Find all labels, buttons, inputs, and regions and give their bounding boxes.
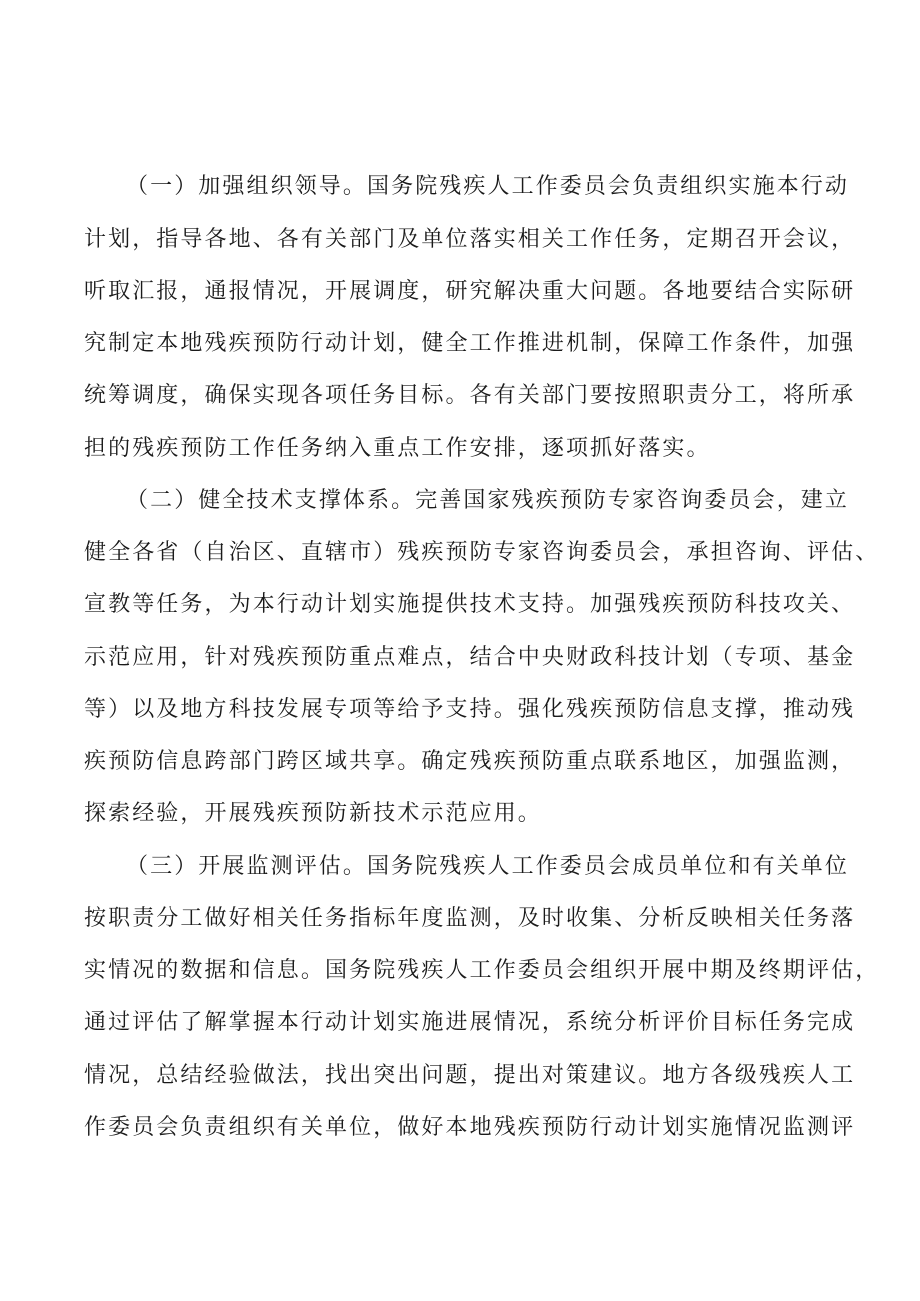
paragraph-line: 宣教等任务，为本行动计划实施提供技术支持。加强残疾预防科技攻关、	[84, 592, 856, 617]
paragraph-line: 究制定本地残疾预防行动计划，健全工作推进机制，保障工作条件，加强	[84, 331, 856, 356]
paragraph-line: 健全各省（自治区、直辖市）残疾预防专家咨询委员会，承担咨询、评估、	[84, 540, 880, 565]
paragraph-line: 听取汇报，通报情况，开展调度，研究解决重大问题。各地要结合实际研	[84, 279, 856, 304]
paragraph-line: 计划，指导各地、各有关部门及单位落实相关工作任务，定期召开会议，	[84, 227, 856, 252]
paragraph-line: 统筹调度，确保实现各项任务目标。各有关部门要按照职责分工，将所承	[84, 383, 856, 408]
paragraph-line: 等）以及地方科技发展专项等给予支持。强化残疾预防信息支撑，推动残	[84, 697, 856, 722]
paragraph-line: （一）加强组织领导。国务院残疾人工作委员会负责组织实施本行动	[126, 174, 850, 199]
paragraph-line: 实情况的数据和信息。国务院残疾人工作委员会组织开展中期及终期评估，	[84, 958, 880, 983]
paragraph-line: 疾预防信息跨部门跨区域共享。确定残疾预防重点联系地区，加强监测，	[84, 749, 856, 774]
paragraph-line: 情况，总结经验做法，找出突出问题，提出对策建议。地方各级残疾人工	[84, 1063, 856, 1088]
paragraph-line: 探索经验，开展残疾预防新技术示范应用。	[84, 801, 542, 826]
paragraph-line: （三）开展监测评估。国务院残疾人工作委员会成员单位和有关单位	[126, 854, 850, 879]
paragraph-line: 担的残疾预防工作任务纳入重点工作安排，逐项抓好落实。	[84, 436, 711, 461]
paragraph-line: （二）健全技术支撑体系。完善国家残疾预防专家咨询委员会，建立	[126, 488, 850, 513]
paragraph-line: 通过评估了解掌握本行动计划实施进展情况，系统分析评价目标任务完成	[84, 1010, 856, 1035]
paragraph-line: 示范应用，针对残疾预防重点难点，结合中央财政科技计划（专项、基金	[84, 645, 856, 670]
paragraph-line: 按职责分工做好相关任务指标年度监测，及时收集、分析反映相关任务落	[84, 906, 856, 931]
paragraph-line: 作委员会负责组织有关单位，做好本地残疾预防行动计划实施情况监测评	[84, 1115, 856, 1140]
